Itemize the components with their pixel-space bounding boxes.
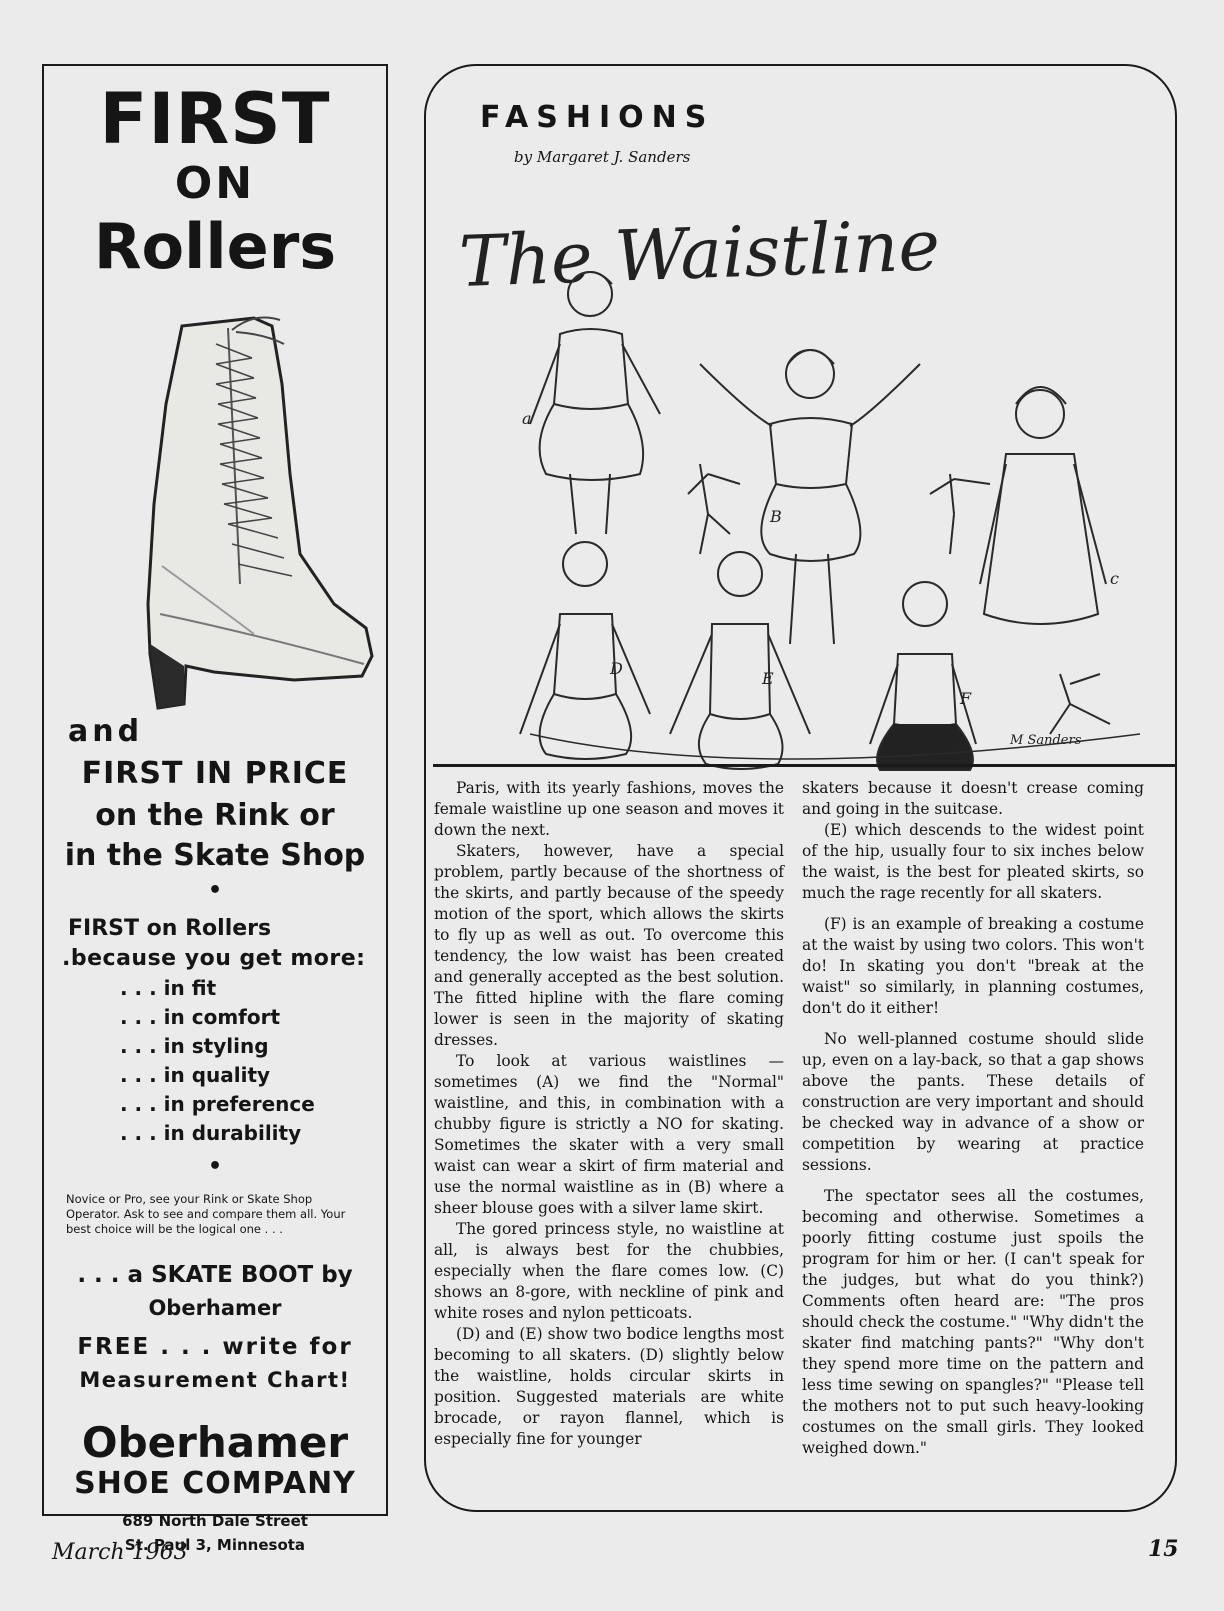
illustration-letter-b: B [770,507,782,526]
ad-bullet-2: • [207,1154,223,1179]
article-paragraph: skaters because it doesn't crease coming and going in the suitcase. [802,779,1144,818]
issue-date: March 1963 [52,1540,188,1565]
ad-headline-first: FIRST [99,78,331,160]
article-column-1 [434,778,784,1450]
ad-feature-item: . . . in fit [120,976,217,1000]
ad-small-print: Novice or Pro, see your Rink or Skate Shop Operator. Ask to see and compare them all. Your best choice will be the logical one . . . [66,1192,346,1236]
ad-address-city: St. Paul 3, Minnesota [124,1536,306,1554]
ad-and: and [68,714,144,749]
ad-shoe-company: SHOE COMPANY [74,1466,356,1501]
article-kicker: FASHIONS [480,100,715,135]
ad-free-offer: FREE . . . write for [77,1334,353,1360]
illustration-letter-f: F [960,689,972,708]
article-paragraph: The spectator sees all the costumes, becoming and otherwise. Sometimes a poorly fitting costume just spoils the program for him or her. (I can't speak for the judges, but what do you think?) Comments often heard are: "The pros should check the costume." "Why didn't the skater find matching pants?" "Why don't they spend more time on the pattern and less time sewing on spangles?" "Please tell the mothers not to put such heavy-looking costumes on the small girls. They looked weighed down." [802,1187,1144,1457]
waistline-illustration [450,174,1160,774]
ad-feature-list [120,976,315,1150]
article-column-2 [802,778,1144,1459]
ad-address-street: 689 North Dale Street [122,1512,308,1530]
ad-measurement-chart: Measurement Chart! [79,1368,351,1392]
article-paragraph: (D) and (E) show two bodice lengths most becoming to all skaters. (D) slightly below the waistline, holds circular skirts in position. Suggested materials are white brocade, or rayon flannel, which is especially fine for younger [434,1325,784,1448]
ad-because: .because you get more: [62,946,366,971]
ad-first-in-price: FIRST IN PRICE [81,756,349,791]
ad-bullet-1: • [207,878,223,903]
skate-boot-image [104,304,394,714]
ad-first-on-rollers: FIRST on Rollers [68,916,272,941]
illustration-signature: M Sanders [1010,733,1082,748]
ad-feature-item: . . . in preference [120,1092,315,1116]
ad-skate-boot-line-1: . . . a SKATE BOOT by [77,1262,353,1288]
illustration-letter-e: E [762,669,774,688]
illustration-letter-c: c [1110,569,1119,588]
article-byline: by Margaret J. Sanders [514,148,691,166]
ad-headline-on: ON [174,158,256,209]
ad-skate-boot-line-2: Oberhamer [148,1296,282,1320]
page-number: 15 [1148,1536,1179,1562]
illustration-letter-d: D [610,659,623,678]
article-paragraph: (F) is an example of breaking a costume at the waist by using two colors. This won't do! In skating you don't "break at the waist" so similarly, in planning costumes, don't do it either! [802,915,1144,1017]
ad-feature-item: . . . in styling [120,1034,269,1058]
ad-feature-item: . . . in comfort [120,1005,281,1029]
ad-company-name: Oberhamer [81,1418,349,1467]
ad-headline-rollers: Rollers [93,210,337,283]
fashions-article [424,64,1177,1512]
ad-rink-line-2: in the Skate Shop [64,838,366,873]
article-paragraph: The gored princess style, no waistline at all, is always best for the chubbies, especially when the flare comes low. (C) shows an 8-gore, with neckline of pink and white roses and nylon petticoats. [434,1220,784,1322]
ad-rink-line-1: on the Rink or [95,798,335,833]
illustration-title: The Waistline [457,204,942,303]
article-paragraph: Paris, with its yearly fashions, moves the female waistline up one season and moves it down the next. [434,779,784,839]
article-paragraph: To look at various waistlines — sometimes (A) we find the "Normal" waistline, and this, in combination with a chubby figure is strictly a NO for skating. Sometimes the skater with a very small waist can wear a skirt of firm material and use the normal waistline as in (B) where a sheer blouse goes with a silver lame skirt. [434,1052,784,1217]
article-paragraph: (E) which descends to the widest point of the hip, usually four to six inches below the waist, is the best for pleated skirts, so much the rage recently for all skaters. [802,821,1144,902]
ad-feature-item: . . . in durability [120,1121,302,1145]
illustration-letter-a: a [522,409,532,428]
article-paragraph: Skaters, however, have a special problem, partly because of the shortness of the skirts, and partly because of the speedy motion of the sport, which allows the skirts to fly up as well as out. To overcome this tendency, the low waist has been created and generally accepted as the best solution. The fitted hipline with the flare coming lower is seen in the majority of skating dresses. [434,842,784,1049]
article-divider [433,764,1175,767]
article-paragraph: No well-planned costume should slide up, even on a lay-back, so that a gap shows above the pants. These details of construction are very important and should be checked way in advance of a show or competition by wearing at practice sessions. [802,1030,1144,1174]
ad-feature-item: . . . in quality [120,1063,271,1087]
